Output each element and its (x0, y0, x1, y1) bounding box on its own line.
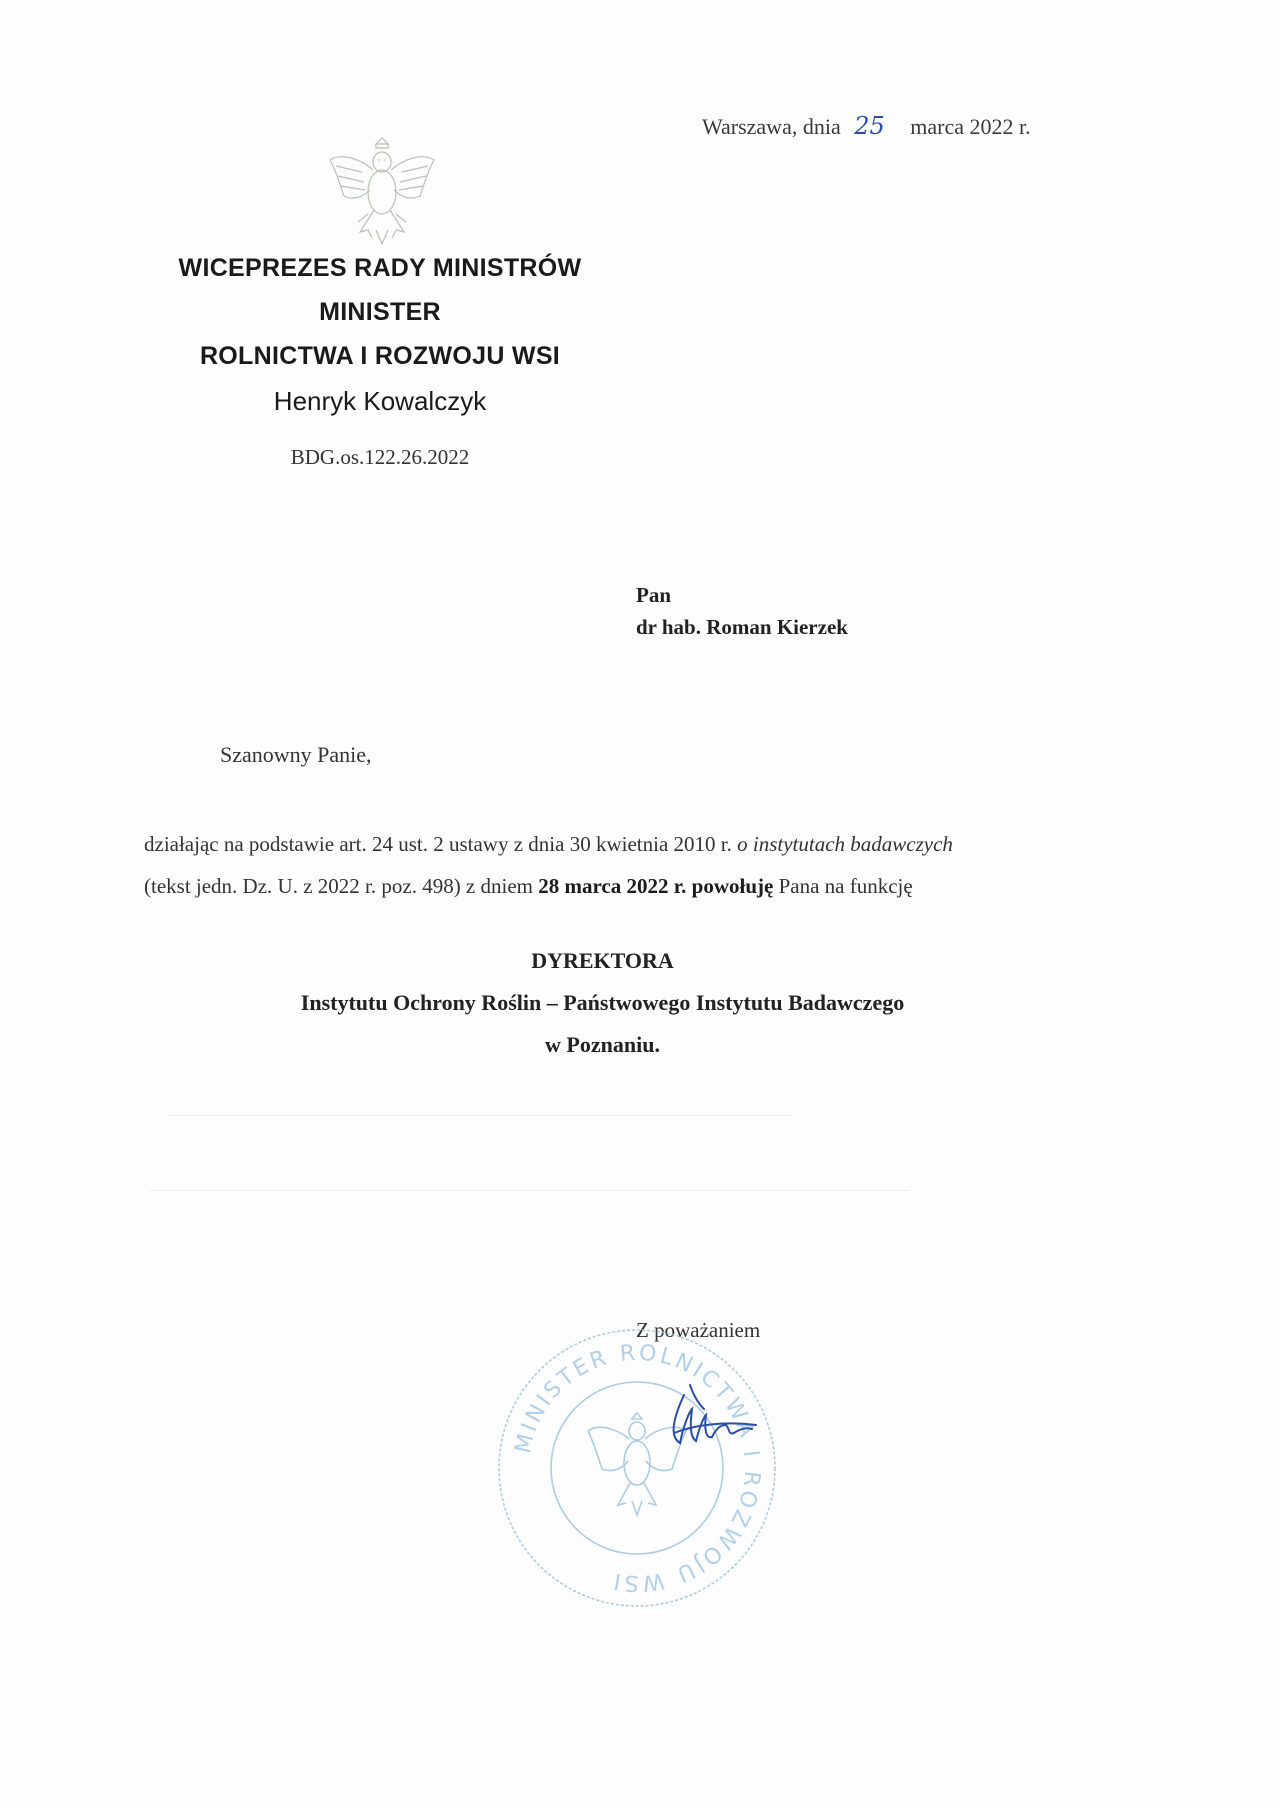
body-text-a: działając na podstawie art. 24 ust. 2 ustawy z dnia 30 kwietnia 2010 r. (144, 832, 738, 856)
date-prefix: Warszawa, dnia (702, 114, 841, 139)
body-text-italic: o instytutach badawczych (737, 832, 953, 856)
scan-artifact-line (150, 1190, 910, 1191)
body-text-b: (tekst jedn. Dz. U. z 2022 r. poz. 498) z dniem (144, 874, 539, 898)
stamp-text: MINISTER ROLNICTWA I ROZWOJU WSI (510, 1340, 765, 1596)
date-line (702, 112, 1031, 140)
sender-title: WICEPREZES RADY MINISTRÓW (178, 254, 582, 282)
body-paragraph (144, 823, 1084, 907)
addressee (636, 579, 848, 643)
date-suffix: marca 2022 r. (910, 114, 1031, 139)
salutation: Szanowny Panie, (220, 742, 372, 767)
scan-artifact-line (170, 1115, 790, 1116)
sender-role: MINISTER (319, 298, 441, 326)
reference-number: BDG.os.122.26.2022 (290, 445, 470, 469)
position-title: DYREKTORA (531, 948, 674, 973)
body-text-bold: 28 marca 2022 r. powołuję (538, 874, 774, 898)
closing: Z poważaniem (636, 1318, 761, 1342)
position-institute: Instytutu Ochrony Roślin – Państwowego Instytutu Badawczego (300, 990, 905, 1015)
sender-ministry: ROLNICTWA I ROZWOJU WSI (199, 342, 561, 370)
sender-name: Henryk Kowalczyk (273, 386, 487, 416)
date-day-handwritten: 25 (854, 112, 885, 140)
addressee-line-1: Pan (636, 583, 672, 607)
official-stamp-icon (494, 1325, 780, 1611)
addressee-line-2: dr hab. Roman Kierzek (636, 615, 848, 639)
polish-eagle-emblem-icon (322, 130, 442, 252)
position-location: w Poznaniu. (545, 1032, 660, 1057)
body-text-c: Pana na funkcję (773, 874, 913, 898)
svg-text:MINISTER ROLNICTWA I ROZWOJU W (511, 1341, 764, 1596)
